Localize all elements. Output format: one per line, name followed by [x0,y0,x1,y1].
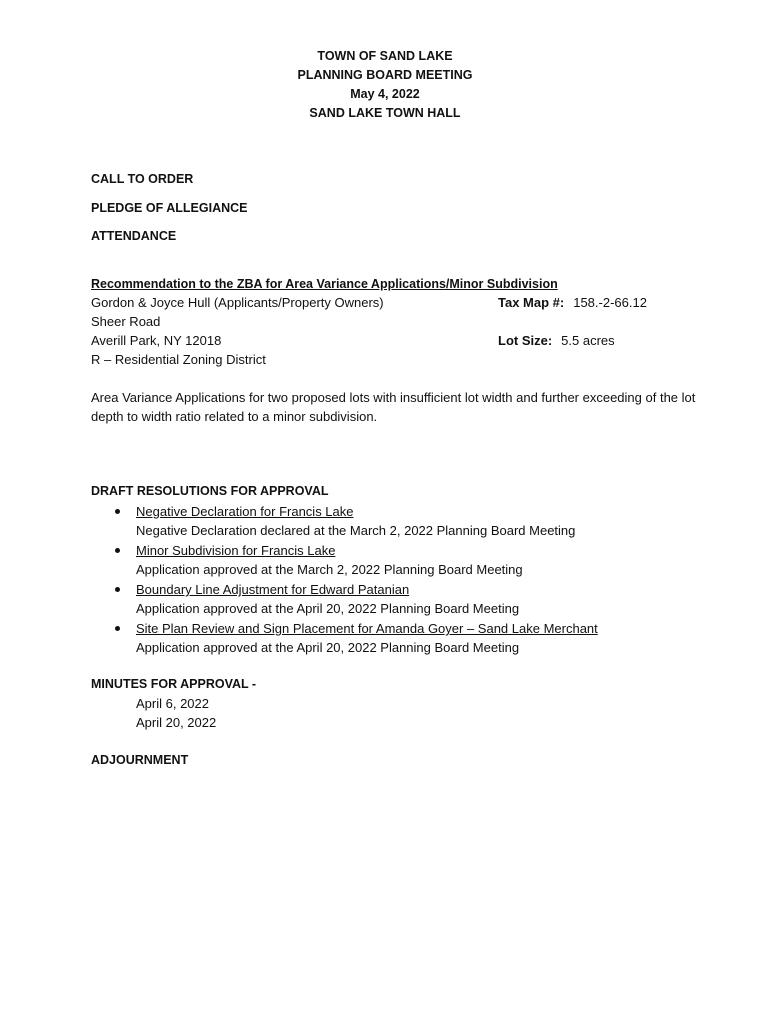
city-line: Averill Park, NY 12018 [91,333,222,348]
variance-description: Area Variance Applications for two proposed lots with insufficient lot width and further exceeding of the lot depth to width ratio related to a minor subdivision. [91,390,696,424]
list-item [91,580,731,619]
lot-size-label: Lot Size: [498,333,553,348]
list-item [91,541,731,580]
draft-resolutions-list [91,502,731,658]
draft-resolutions-heading: DRAFT RESOLUTIONS FOR APPROVAL [91,484,329,498]
tax-map-label: Tax Map #: [498,295,565,310]
bullet-icon [115,548,120,553]
resolution-description: Application approved at the March 2, 2022 Planning Board Meeting [136,562,523,577]
resolution-description: Application approved at the April 20, 2022 Planning Board Meeting [136,601,520,616]
resolution-title: Site Plan Review and Sign Placement for Amanda Goyer – Sand Lake Merchant [136,621,598,636]
tax-map-field [498,293,647,312]
recommendation-heading: Recommendation to the ZBA for Area Variance Applications/Minor Subdivision [91,277,558,291]
list-item [91,502,731,541]
tax-map-value: 158.-2-66.12 [573,295,647,310]
adjournment-heading: ADJOURNMENT [91,753,189,767]
meeting-date: May 4, 2022 [350,87,420,101]
applicants-line: Gordon & Joyce Hull (Applicants/Property Owners) [91,295,384,310]
lot-size-field [498,331,615,350]
resolution-title: Negative Declaration for Francis Lake [136,504,354,519]
resolution-title: Boundary Line Adjustment for Edward Patanian [136,582,410,597]
bullet-icon [115,587,120,592]
street-line: Sheer Road [91,314,161,329]
bullet-icon [115,626,120,631]
resolution-description: Negative Declaration declared at the March 2, 2022 Planning Board Meeting [136,523,576,538]
list-item [91,619,731,658]
meeting-title: PLANNING BOARD MEETING [297,68,473,82]
lot-size-value: 5.5 acres [561,333,615,348]
minutes-heading: MINUTES FOR APPROVAL - [91,677,257,691]
resolution-description: Application approved at the April 20, 2022 Planning Board Meeting [136,640,520,655]
meeting-location: SAND LAKE TOWN HALL [309,106,461,120]
pledge-heading: PLEDGE OF ALLEGIANCE [91,201,248,215]
attendance-heading: ATTENDANCE [91,229,177,243]
call-to-order-heading: CALL TO ORDER [91,172,194,186]
minutes-date: April 20, 2022 [136,715,217,730]
town-name: TOWN OF SAND LAKE [317,49,453,63]
minutes-list [136,694,216,732]
minutes-date: April 6, 2022 [136,696,209,711]
resolution-title: Minor Subdivision for Francis Lake [136,543,336,558]
document-header [0,47,770,123]
zoning-line: R – Residential Zoning District [91,352,266,367]
bullet-icon [115,509,120,514]
